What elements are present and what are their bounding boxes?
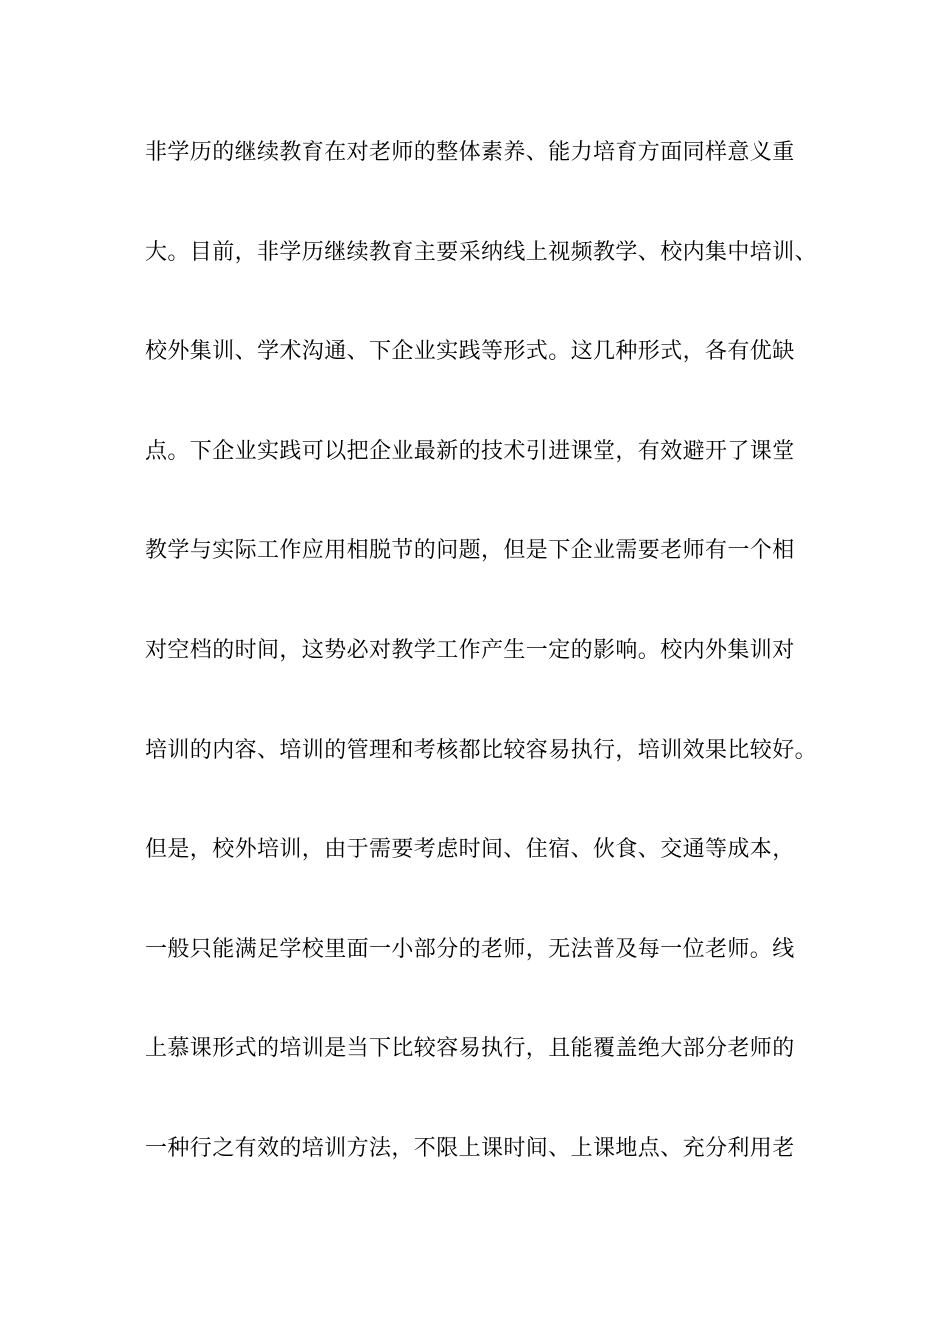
text-line: 校外集训、学术沟通、下企业实践等形式。这几种形式，各有优缺 (145, 339, 795, 365)
text-line: 一般只能满足学校里面一小部分的老师，无法普及每一位老师。线 (145, 936, 795, 962)
text-line: 非学历的继续教育在对老师的整体素养、能力培育方面同样意义重 (145, 140, 795, 165)
text-line: 大。目前，非学历继续教育主要采纳线上视频教学、校内集中培训、 (145, 239, 818, 265)
text-line: 但是，校外培训，由于需要考虑时间、住宿、伙食、交通等成本， (145, 837, 795, 863)
text-line: 教学与实际工作应用相脱节的问题，但是下企业需要老师有一个相 (145, 538, 795, 564)
text-line: 对空档的时间，这势必对教学工作产生一定的影响。校内外集训对 (145, 637, 795, 663)
text-line: 点。下企业实践可以把企业最新的技术引进课堂，有效避开了课堂 (145, 438, 795, 464)
body-text (145, 128, 825, 1224)
text-line: 培训的内容、培训的管理和考核都比较容易执行，培训效果比较好。 (145, 737, 818, 763)
text-line: 上慕课形式的培训是当下比较容易执行，且能覆盖绝大部分老师的 (145, 1036, 795, 1062)
text-line: 一种行之有效的培训方法，不限上课时间、上课地点、充分利用老 (145, 1135, 795, 1161)
